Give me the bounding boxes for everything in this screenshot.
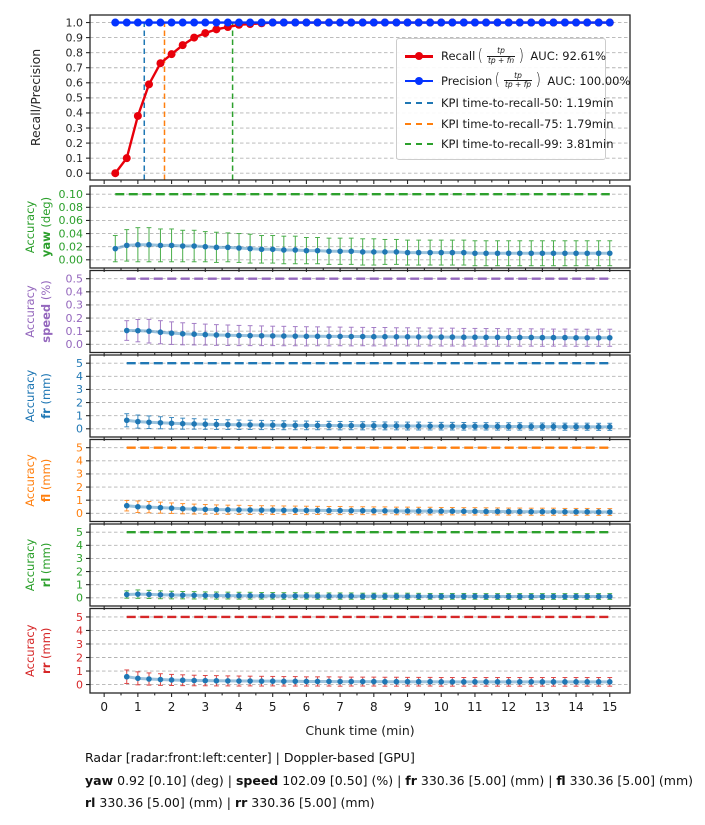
x-tick-label: 7 (336, 700, 344, 714)
y-axis-label-line1: Accuracy (23, 624, 37, 678)
y-tick-label: 4 (76, 454, 83, 468)
y-tick-label: 0.02 (58, 240, 83, 254)
y-tick-label: 0.2 (65, 136, 83, 150)
y-axis-label-line2: fr (mm) (39, 373, 53, 419)
y-tick-label: 0.2 (65, 311, 83, 325)
recall-legend-swatch (405, 51, 433, 61)
legend-item-1 (405, 70, 631, 91)
y-tick-label: 0.06 (58, 214, 83, 228)
legend-item-4 (405, 136, 614, 151)
data-series-line (127, 594, 610, 596)
y-tick-label: 0.4 (65, 285, 83, 299)
y-axis-ticks (76, 357, 90, 436)
kpi-legend-swatch (405, 123, 433, 125)
y-tick-label: 0.5 (65, 272, 83, 286)
x-tick-label: 3 (201, 700, 210, 714)
plot-accuracy-fl (23, 440, 630, 526)
y-tick-label: 0.0 (65, 338, 83, 352)
y-tick-label: 0.1 (65, 324, 83, 338)
y-tick-label: 0.5 (65, 91, 83, 105)
grid (90, 532, 630, 598)
y-axis-label: Recall/Precision (28, 48, 43, 147)
data-series-line (127, 506, 610, 512)
grid (90, 363, 630, 429)
legend-item-3 (405, 116, 614, 131)
y-axis-label-line2: yaw (deg) (39, 196, 53, 258)
y-tick-label: 0.7 (65, 61, 83, 75)
y-tick-label: 0 (76, 507, 83, 521)
y-axis-ticks (66, 16, 91, 180)
x-tick-label: 4 (235, 700, 243, 714)
plot-accuracy-speed (23, 271, 630, 357)
y-tick-label: 4 (76, 370, 83, 384)
grid (90, 194, 630, 260)
legend-label: KPI time-to-recall-50: 1.19min (441, 96, 614, 111)
series-precision (111, 19, 613, 27)
y-axis-label-line2: fl (mm) (39, 458, 53, 503)
legend-label: KPI time-to-recall-75: 1.79min (441, 116, 614, 131)
y-axis-label-line1: Accuracy (23, 285, 37, 338)
x-axis-label: Chunk time (min) (305, 723, 415, 738)
y-axis-label-line1: Accuracy (23, 200, 37, 254)
y-axis-label-line1: Accuracy (23, 454, 37, 507)
y-tick-label: 0.08 (58, 201, 83, 215)
kpi-legend-swatch (405, 102, 433, 104)
y-tick-label: 4 (76, 624, 83, 638)
error-bars (124, 670, 612, 686)
legend-item-0 (405, 45, 607, 66)
y-tick-label: 1 (76, 578, 83, 592)
y-axis-ticks (76, 442, 90, 521)
x-tick-label: 10 (433, 700, 449, 714)
y-tick-label: 2 (76, 565, 83, 579)
y-tick-label: 4 (76, 539, 83, 553)
y-tick-label: 2 (76, 480, 83, 494)
plot-accuracy-fr (23, 355, 630, 441)
legend-label: KPI time-to-recall-99: 3.81min (441, 136, 614, 151)
y-tick-label: 5 (76, 441, 83, 455)
y-tick-label: 1 (76, 409, 83, 423)
x-tick-label: 11 (467, 700, 483, 714)
y-tick-label: 0 (76, 591, 83, 605)
y-tick-label: 3 (76, 383, 83, 397)
y-axis-label-line2: rl (mm) (39, 542, 53, 588)
y-tick-label: 0 (76, 678, 83, 692)
x-tick-label: 14 (568, 700, 584, 714)
data-series-line (127, 677, 610, 682)
y-tick-label: 0.00 (58, 253, 83, 267)
x-tick-label: 12 (501, 700, 517, 714)
y-axis-ticks (76, 611, 90, 692)
y-tick-label: 0.1 (65, 151, 83, 165)
plot-accuracy-rr (23, 609, 630, 715)
y-tick-label: 2 (76, 396, 83, 410)
kpi-legend-swatch (405, 143, 433, 145)
x-tick-label: 8 (369, 700, 378, 714)
x-tick-label: 9 (403, 700, 412, 714)
x-tick-label: 13 (534, 700, 551, 714)
y-tick-label: 0.04 (58, 227, 83, 241)
precision-legend-swatch (405, 76, 433, 86)
y-tick-label: 5 (76, 610, 83, 624)
x-tick-label: 0 (100, 700, 108, 714)
y-tick-label: 5 (76, 526, 83, 539)
y-tick-label: 0.8 (65, 46, 83, 60)
y-tick-label: 3 (76, 637, 83, 651)
footer-line-sensor: Radar [radar:front:left:center] | Doppler-based [GPU] (85, 750, 415, 765)
y-tick-label: 0.3 (65, 121, 83, 135)
axes-spines (90, 186, 630, 268)
y-tick-label: 2 (76, 651, 83, 665)
y-axis-ticks (59, 188, 91, 267)
legend-item-2 (405, 96, 614, 111)
x-tick-labels (100, 700, 617, 714)
legend-label: Precision ( $\frac{tp}{tp + fp}$ ) AUC: 100.00% (441, 70, 631, 91)
y-axis-label-line1: Accuracy (23, 538, 37, 592)
y-tick-label: 0.9 (65, 31, 83, 45)
y-axis-label-line2: rr (mm) (39, 627, 53, 674)
y-tick-label: 0.10 (58, 188, 83, 201)
plot-accuracy-yaw (23, 186, 630, 272)
y-tick-label: 0.3 (65, 298, 83, 312)
y-axis-ticks (76, 526, 90, 605)
legend (396, 38, 631, 160)
x-tick-label: 6 (302, 700, 311, 714)
axes-spines (90, 271, 630, 353)
y-tick-label: 0.4 (65, 106, 83, 120)
grid (90, 448, 630, 514)
y-axis-label-line1: Accuracy (23, 369, 37, 423)
y-axis-label-line2: speed (%) (39, 280, 53, 343)
y-tick-label: 3 (76, 552, 83, 566)
y-axis-ticks (66, 273, 91, 352)
y-tick-label: 5 (76, 357, 83, 370)
y-tick-label: 0.6 (65, 76, 83, 90)
y-tick-label: 1 (76, 493, 83, 507)
x-tick-label: 2 (167, 700, 176, 714)
data-series-line (127, 420, 610, 427)
legend-label: Recall ( $\frac{tp}{tp + fn}$ ) AUC: 92.61% (441, 45, 607, 66)
y-tick-label: 0 (76, 422, 83, 436)
plot-accuracy-rl (23, 524, 630, 610)
footer-line-params-2: rl 330.36 [5.00] (mm) | rr 330.36 [5.00] (mm) (85, 795, 375, 810)
footer-line-params-1: yaw 0.92 [0.10] (deg) | speed 102.09 [0.50] (%) | fr 330.36 [5.00] (mm) | fl 330.36 [5.00] (mm) (85, 772, 694, 788)
x-tick-label: 5 (268, 700, 277, 714)
x-tick-label: 1 (134, 700, 142, 714)
y-tick-label: 0.0 (65, 167, 83, 181)
x-tick-label: 15 (602, 700, 618, 714)
y-tick-label: 1.0 (65, 16, 83, 30)
y-tick-label: 3 (76, 467, 83, 481)
footer (85, 747, 693, 815)
y-tick-label: 1 (76, 664, 83, 678)
